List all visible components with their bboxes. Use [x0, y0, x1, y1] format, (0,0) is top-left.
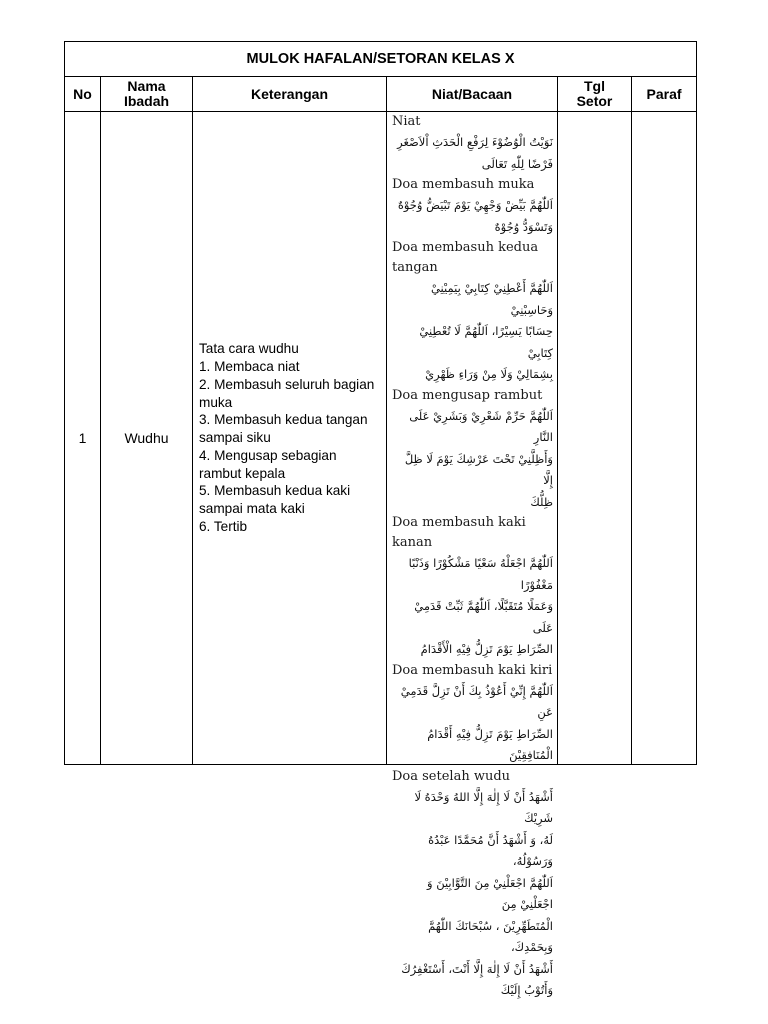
arabic-text-line: اَللّٰهُمَّ بَيِّضْ وَجْهِيْ يَوْمَ تَبْيَضُّ وُجُوْهٌ	[397, 198, 553, 212]
arabic-text-line: بِشِمَالِيْ وَلَا مِنْ وَرَاءِ ظَهْرِيْ	[425, 367, 553, 381]
arabic-text-line: وَأَتُوْبُ إِلَيْكَ	[500, 983, 553, 997]
arabic-text-line: أَشْهَدُ أَنْ لَا إِلٰهَ إِلَّا أَنْتَ، أَسْتَغْفِرُكَ	[401, 961, 553, 976]
table-title: MULOK HAFALAN/SETORAN KELAS X	[65, 42, 697, 77]
section-label: Doa mengusap rambut	[392, 387, 543, 403]
arabic-text-line: ظِلُّكَ	[530, 494, 553, 509]
arabic-text-line: وَعَمَلًا مُتَقَبَّلًا، اَللّٰهُمَّ ثَبِّتْ قَدَمِيْ عَلَى	[414, 599, 553, 635]
row-niat-bacaan	[387, 112, 558, 997]
keterangan-line: 5. Membasuh kedua kaki sampai mata kaki	[199, 483, 351, 517]
row-keterangan	[193, 112, 387, 765]
header-keterangan: Keterangan	[193, 77, 387, 112]
arabic-text-line: فَرْضًا لِلّٰهِ تَعَالَى	[481, 156, 553, 171]
arabic-text-line: الْمُتَطَهِّرِيْنَ ، سُبْحَانَكَ اللّٰهُمَّ وَبِحَمْدِكَ،	[428, 918, 553, 954]
niat-bacaan-list	[392, 112, 553, 997]
hafalan-table	[64, 41, 697, 997]
header-nama-ibadah-line1: Nama	[127, 78, 166, 94]
row-number: 1	[65, 112, 101, 765]
section-label: Doa setelah wudu	[392, 768, 511, 784]
header-tgl-line1: Tgl	[584, 78, 605, 94]
keterangan-list	[199, 340, 382, 536]
arabic-text-line: وَتَسْوَدُّ وُجُوْهٌ	[494, 219, 553, 234]
keterangan-line: 3. Membasuh kedua tangan sampai siku	[199, 412, 368, 446]
keterangan-line: 4. Mengusap sebagian rambut kepala	[199, 447, 337, 481]
header-nama-ibadah-line2: Ibadah	[123, 93, 170, 109]
section-label: Doa membasuh kedua tangan	[392, 240, 539, 275]
arabic-text-line: حِسَابًا يَسِيْرًا، اَللّٰهُمَّ لَا تُعْطِنِيْ كِتَابِيْ	[419, 324, 553, 360]
header-tgl-line2: Setor	[576, 93, 613, 109]
keterangan-line: 6. Tertib	[199, 519, 248, 535]
header-nama-ibadah	[101, 77, 193, 112]
section-label: Doa membasuh kaki kanan	[392, 515, 526, 550]
arabic-text-line: اَللّٰهُمَّ اجْعَلْنِيْ مِنَ التَّوَّابِيْنَ وَ اجْعَلْنِيْ مِنَ	[427, 875, 553, 911]
header-niat-bacaan: Niat/Bacaan	[387, 77, 558, 112]
header-paraf: Paraf	[632, 77, 697, 112]
keterangan-line: 1. Membaca niat	[199, 358, 300, 374]
row-ibadah: Wudhu	[101, 112, 193, 765]
row-paraf	[632, 112, 697, 765]
header-no: No	[65, 77, 101, 112]
section-label: Doa membasuh muka	[392, 177, 535, 192]
header-tgl-setor	[558, 77, 632, 112]
arabic-text-line: وَأَظِلَّنِيْ تَحْتَ عَرْشِكَ يَوْمَ لَا ظِلَّ إِلَّا	[404, 451, 553, 487]
section-label: Doa membasuh kaki kiri	[392, 662, 553, 678]
keterangan-line: 2. Membasuh seluruh bagian muka	[199, 376, 375, 410]
arabic-text-line: لَهُ، وَ أَشْهَدُ أَنَّ مُحَمَّدًا عَبْدُهُ وَرَسُوْلُهُ،	[428, 832, 553, 868]
row-tgl-setor	[558, 112, 632, 765]
section-label: Niat	[392, 114, 421, 129]
table-row	[65, 112, 697, 765]
arabic-text-line: نَوَيْتُ الْوُضُوْءَ لِرَفْعِ الْحَدَثِ اْلاَصْغَرِ	[397, 135, 553, 149]
arabic-text-line: اَللّٰهُمَّ أَعْطِنِيْ كِتَابِيْ بِيَمِيْنِيْ وَحَاسِبْنِيْ	[430, 281, 553, 317]
arabic-text-line: الصِّرَاطِ يَوْمَ تَزِلُّ فِيْهِ الْأَقْدَامُ	[420, 642, 553, 656]
arabic-text-line: اَللّٰهُمَّ حَرِّمْ شَعْرِيْ وَبَشَرِيْ عَلَى النَّارِ	[409, 408, 553, 444]
arabic-text-line: اَللّٰهُمَّ إِنِّيْ أَعُوْذُ بِكَ أَنْ تَزِلَّ قَدَمِيْ عَنِ	[400, 683, 553, 719]
arabic-text-line: اَللّٰهُمَّ اجْعَلْهُ سَعْيًا مَشْكُوْرًا وَذَنْبًا مَغْفُوْرًا	[408, 556, 553, 592]
arabic-text-line: أَشْهَدُ أَنْ لَا إِلٰهَ إِلَّا اللهُ وَحْدَهُ لَا شَرِيْكَ	[414, 789, 553, 825]
arabic-text-line: الصِّرَاطِ يَوْمَ تَزِلُّ فِيْهِ أَقْدَامُ الْمُنَافِقِيْنَ	[427, 726, 553, 762]
keterangan-line: Tata cara wudhu	[199, 341, 299, 357]
